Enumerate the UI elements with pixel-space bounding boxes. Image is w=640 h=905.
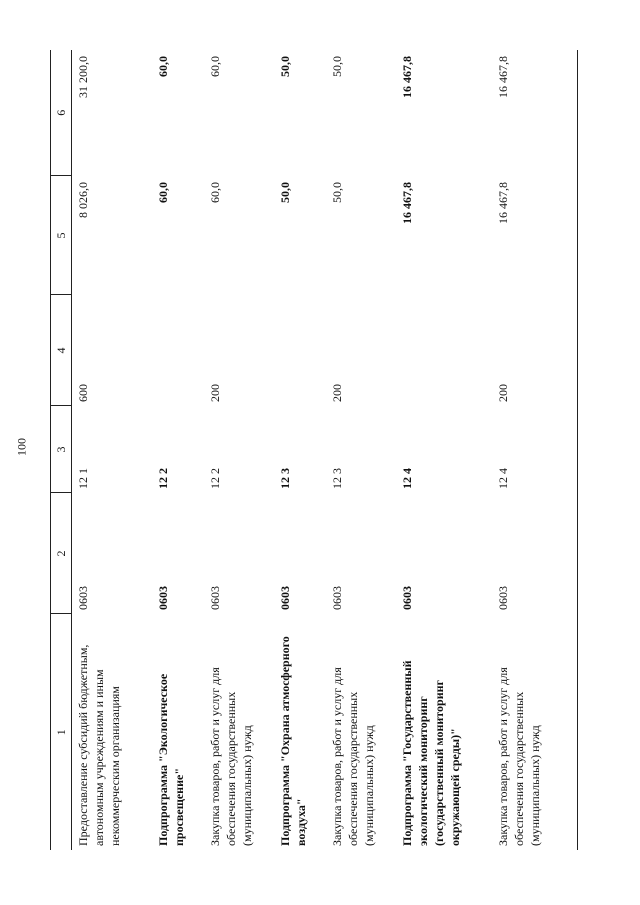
row-section-code: 0603 (277, 586, 292, 610)
table-row (326, 50, 396, 850)
budget-table-sheet (50, 50, 590, 850)
row-section-code: 0603 (76, 586, 90, 610)
row-name (326, 614, 396, 850)
row-expense-type-code: 200 (207, 384, 222, 402)
row-target-code: 12 3 (277, 468, 292, 489)
row-name-text: Подпрограмма "Экологическое просвещение" (155, 673, 186, 846)
row-sum-1: 16 467,8 (492, 176, 578, 295)
row-name-text: Подпрограмма "Охрана атмосферного воздуха" (277, 636, 308, 846)
column-number-4: 4 (51, 295, 72, 406)
row-target-code: 12 1 (76, 468, 90, 489)
row-section-code: 0603 (399, 586, 414, 610)
column-number-5: 5 (51, 176, 72, 295)
row-expense-type-code: 200 (492, 295, 578, 406)
column-number-2: 2 (51, 493, 72, 614)
row-name-text: Закупка товаров, работ и услуг для обеспечения государственных (муниципальных) нужд (495, 667, 542, 846)
row-section-code: 0603 (329, 586, 344, 610)
row-sum-2: 60,0 (155, 56, 170, 77)
row-expense-type-code: 200 (329, 384, 344, 402)
row-sum-2: 16 467,8 (492, 50, 578, 176)
row-target-code: 12 4 (492, 406, 578, 493)
table-row (274, 50, 326, 850)
table-row (72, 50, 152, 850)
table-row (152, 50, 204, 850)
column-number-1: 1 (51, 614, 72, 850)
row-name-text: Закупка товаров, работ и услуг для обеспечения государственных (муниципальных) нужд (207, 667, 254, 846)
table-row (396, 50, 492, 850)
row-section-code: 0603 (207, 586, 222, 610)
row-name (72, 614, 152, 850)
row-target-code: 12 4 (399, 468, 414, 489)
row-target-code: 12 2 (155, 468, 170, 489)
row-name (492, 614, 578, 850)
row-sum-2: 60,0 (207, 56, 222, 77)
row-sum-2: 50,0 (329, 56, 344, 77)
row-expense-type-code (152, 295, 204, 406)
row-sum-2: 31 200,0 (76, 56, 90, 98)
row-name-text: Предоставление субсидий бюджетным, автономным учреждениям и иным некоммерческим организациям (76, 644, 122, 846)
row-sum-2: 50,0 (277, 56, 292, 77)
row-target-code: 12 2 (207, 468, 222, 489)
row-expense-type-code (274, 295, 326, 406)
row-sum-1: 50,0 (329, 182, 344, 203)
row-sum-2: 16 467,8 (399, 56, 414, 98)
row-name (274, 614, 326, 850)
row-expense-type-code (396, 295, 492, 406)
table-row (492, 50, 578, 850)
row-target-code: 12 3 (329, 468, 344, 489)
row-sum-1: 16 467,8 (399, 182, 414, 224)
table-body (72, 50, 578, 850)
column-number-3: 3 (51, 406, 72, 493)
budget-table (50, 50, 578, 850)
row-name-text: Подпрограмма "Государственный экологический мониторинг (государственный мониторинг окружающей среды)" (399, 660, 462, 846)
row-name-text: Закупка товаров, работ и услуг для обеспечения государственных (муниципальных) нужд (329, 667, 376, 846)
column-number-row (51, 50, 72, 850)
row-expense-type-code: 600 (76, 384, 90, 402)
row-section-code: 0603 (155, 586, 170, 610)
row-sum-1: 60,0 (155, 182, 170, 203)
column-number-6: 6 (51, 50, 72, 176)
table-row (204, 50, 274, 850)
row-sum-1: 8 026,0 (76, 182, 90, 218)
row-name (204, 614, 274, 850)
page-number: 100 (14, 438, 29, 456)
row-section-code: 0603 (492, 493, 578, 614)
row-sum-1: 50,0 (277, 182, 292, 203)
row-name (152, 614, 204, 850)
row-sum-1: 60,0 (207, 182, 222, 203)
row-name (396, 614, 492, 850)
